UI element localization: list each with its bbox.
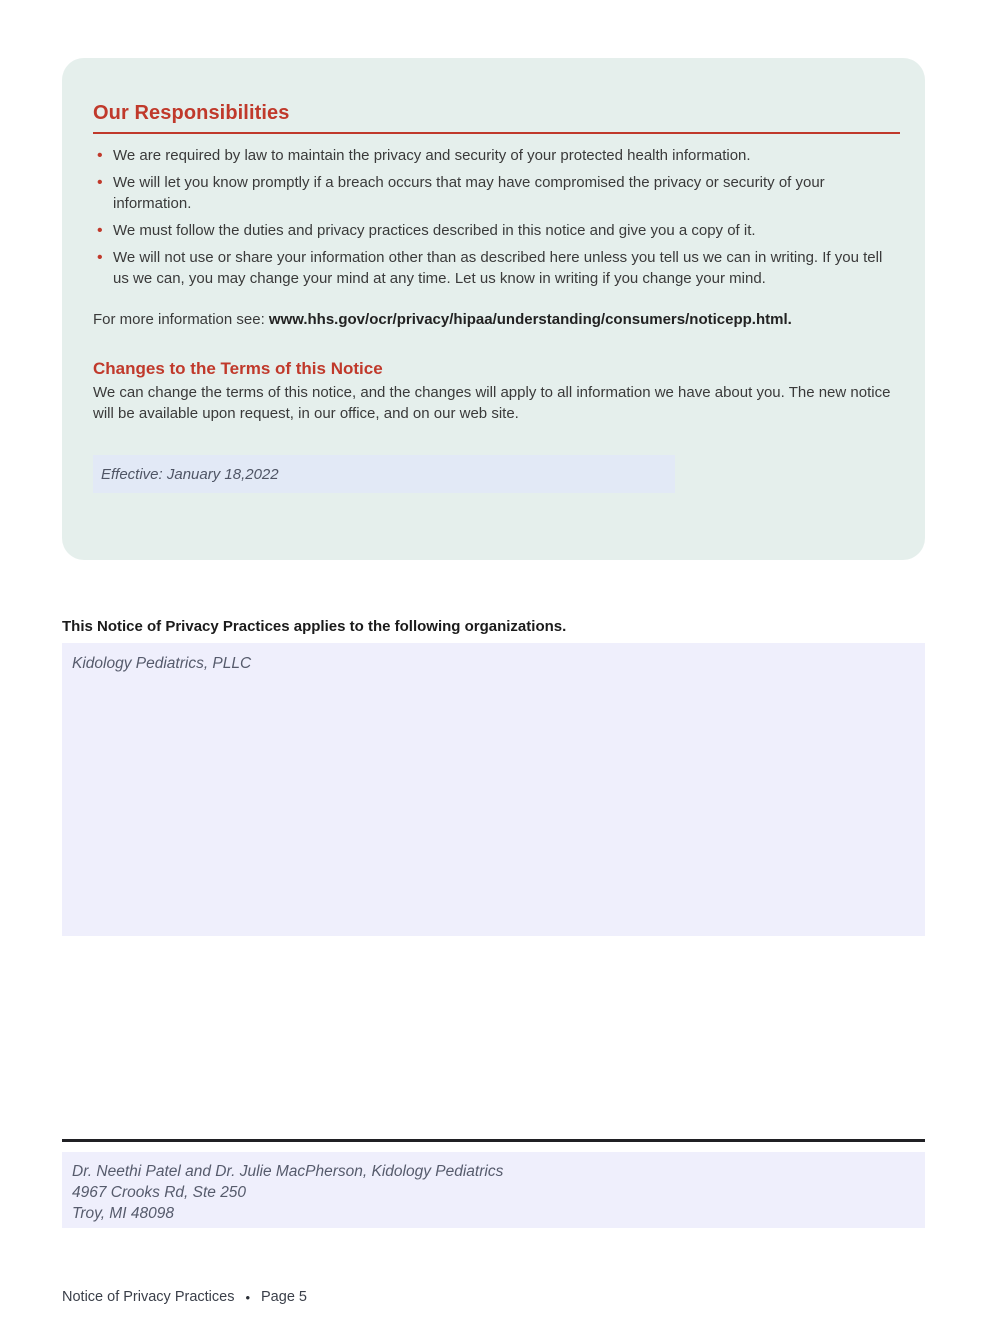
changes-section-title: Changes to the Terms of this Notice [93,359,383,378]
organizations-heading: This Notice of Privacy Practices applies to the following organizations. [62,618,567,635]
page-footer [62,1289,307,1305]
organizations-field [62,643,925,936]
contact-field [62,1152,925,1228]
footer-page-number: Page 5 [261,1289,307,1305]
effective-date-field [93,455,675,493]
footer-document-title: Notice of Privacy Practices [62,1289,235,1305]
more-info-prefix: For more information see: [93,311,269,328]
footer-separator-dot: • [245,1289,251,1305]
more-info-line [93,311,900,328]
section-title: Our Responsibilities [93,102,290,124]
list-item: • We must follow the duties and privacy practices described in this notice and give you a copy of it. [93,220,883,241]
contact-line: Dr. Neethi Patel and Dr. Julie MacPherson, Kidology Pediatrics [72,1163,504,1180]
changes-section-body: We can change the terms of this notice, and the changes will apply to all information we have about you. The new notice will be available upon request, in our office, and on our web site. [93,384,891,422]
signature-divider [62,1139,925,1142]
effective-date-value: Effective: January 18,2022 [101,465,279,483]
title-underline [93,132,900,134]
contact-line: 4967 Crooks Rd, Ste 250 [72,1184,247,1201]
responsibilities-list [93,145,900,289]
organization-name: Kidology Pediatrics, PLLC [72,655,252,672]
list-item: • We are required by law to maintain the privacy and security of your protected health information. [93,145,883,166]
list-item: • We will not use or share your information other than as described here unless you tell us we can in writing. If you tell us we can, you may change your mind at any time. Let us know in writing if you change your mind. [93,247,883,289]
more-info-url: www.hhs.gov/ocr/privacy/hipaa/understanding/consumers/noticepp.html. [268,311,792,328]
responsibilities-card [62,58,925,560]
contact-line: Troy, MI 48098 [72,1205,174,1222]
list-item: • We will let you know promptly if a breach occurs that may have compromised the privacy or security of your information. [93,172,883,214]
